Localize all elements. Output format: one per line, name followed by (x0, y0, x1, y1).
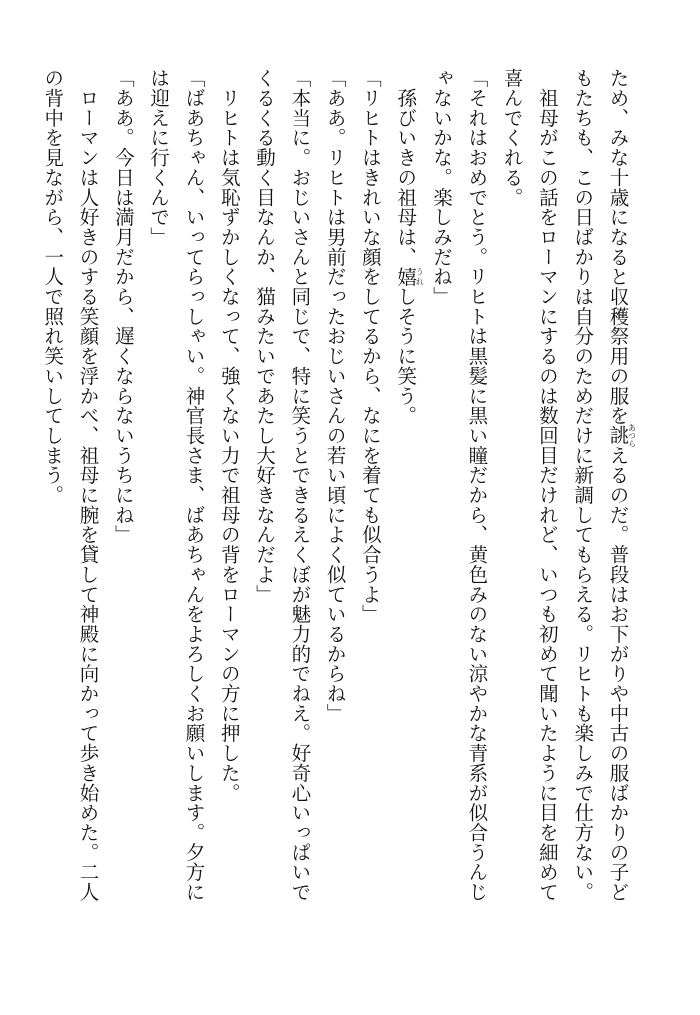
text-line-8: 「リヒトはきれいな顔をしてるから、なにを着ても似合うよ」 (358, 68, 382, 624)
ruby-atsura: 誂あつら (606, 423, 637, 448)
text-line-11: くるくる動く目なんか、猫みたいであたし大好きなんだよ」 (253, 68, 277, 604)
ruby-ure: 嬉うれ (394, 266, 425, 287)
text-line-7: 孫びいきの祖母は、嬉うれしそうに笑う。 (394, 68, 425, 426)
text-line-3: 祖母がこの話をローマンにするのは数回目だけれど、いつも初めて聞いたように目を細めて (535, 68, 559, 902)
text-line-13: 「ばあちゃん、いってらっしゃい。神官長さま、ばあちゃんをよろしくお願いします。夕方に (182, 68, 206, 902)
text-line-6: ゃないかな。楽しみだね」 (430, 68, 454, 307)
text-line-5: 「それはおめでとう。リヒトは黒髪に黒い瞳だから、黄色みのない涼やかな青系が似合うんじ (465, 68, 489, 902)
text-line-14: は迎えに行くんで」 (147, 68, 171, 247)
text-line-2: もたちも、この日ばかりは自分のためだけに新調してもらえる。リヒトも楽しみで仕方ない。 (571, 68, 595, 902)
text-line-12: リヒトは気恥ずかしくなって、強くない力で祖母の背をローマンの方に押した。 (217, 68, 241, 803)
text-line-9: 「ああ。リヒトは男前だったおじいさんの若い頃によく似ているからね」 (323, 68, 347, 724)
text-line-1: ため、みな十歳になると収穫祭用の服を誂あつらえるのだ。普段はお下がりや中古の服ばかりの子ど (606, 68, 637, 902)
text-line-10: 「本当に。おじいさんと同じで、特に笑うとできるえくぼが魅力的でねえ。好奇心いっぱいで (288, 68, 312, 902)
text-line-16: ローマンは人好きのする笑顔を浮かべ、祖母に腕を貸して神殿に向かって歩き始めた。二人 (76, 68, 100, 902)
text-line-4: 喜んでくれる。 (500, 68, 524, 207)
vertical-text-body (35, 68, 636, 948)
text-line-17: の背中を見ながら、一人で照れ笑いしてしまう。 (41, 68, 65, 505)
text-line-15: 「ああ。今日は満月だから、遅くならないうちにね」 (111, 68, 135, 545)
